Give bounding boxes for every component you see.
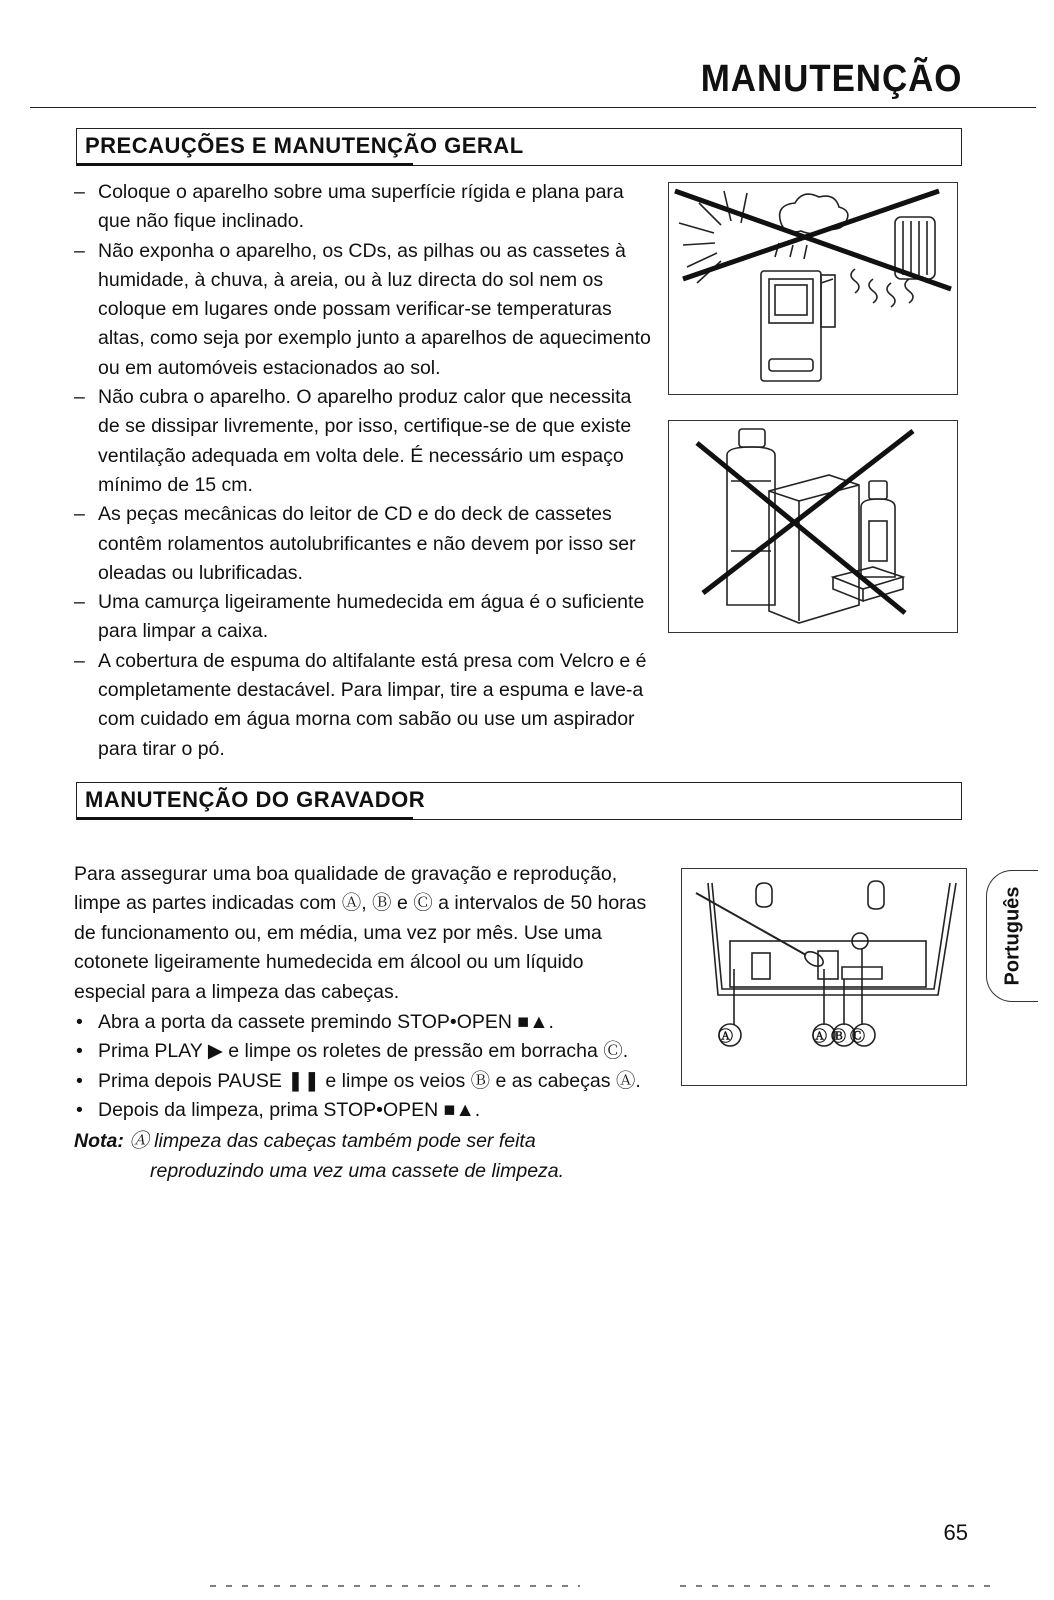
dash-marker: – <box>74 386 85 409</box>
recorder-steps-list <box>74 1008 654 1126</box>
list-item <box>74 588 652 647</box>
dash-marker: – <box>74 649 85 672</box>
precautions-list <box>74 178 652 764</box>
title-rule <box>30 107 1036 108</box>
note-block <box>74 1126 614 1186</box>
list-item <box>74 1096 654 1125</box>
list-item-text: Prima PLAY ▶ e limpe os roletes de pressão em borracha Ⓒ. <box>98 1040 629 1063</box>
cross-line <box>697 443 905 613</box>
cassette-door-outline <box>712 883 950 989</box>
dash-marker: – <box>74 181 85 203</box>
page-title: MANUTENÇÃO <box>700 58 962 100</box>
callout-label-abc: ⒶⒷⒸ <box>812 1028 870 1045</box>
list-item <box>74 383 652 500</box>
list-item <box>74 237 652 383</box>
spindle-icon <box>756 883 772 907</box>
bullet-marker: • <box>76 1099 83 1122</box>
bullet-marker: • <box>76 1040 83 1063</box>
tape-mechanism <box>730 941 926 987</box>
language-tab <box>986 870 1038 1002</box>
dash-marker: – <box>74 503 85 526</box>
page-number: 65 <box>943 1520 968 1545</box>
list-item-text: Depois da limpeza, prima STOP•OPEN ■▲. <box>98 1099 481 1122</box>
list-item-text: Não exponha o aparelho, os CDs, as pilhas ou as cassetes à humidade, à chuva, à areia, ou à luz directa do sol nem os coloque em lugares onde possam verificar-se temperaturas altas, como seja por exemplo junto a aparelhos de aquecimento ou em automóveis estacionados ao sol. <box>98 239 651 379</box>
language-tab-label: Português <box>1001 886 1023 986</box>
note-text-line1: Ⓐ limpeza das cabeças também pode ser feita <box>123 1130 536 1152</box>
cassette-deck-diagram <box>682 869 966 1085</box>
dash-marker: – <box>74 239 85 262</box>
section-heading-label: PRECAUÇÕES E MANUTENÇÃO GERAL <box>85 133 524 158</box>
figure-no-chemicals <box>668 420 958 633</box>
section-heading-recorder <box>76 782 962 820</box>
list-item-text: As peças mecânicas do leitor de CD e do deck de cassetes contêm rolamentos autolubrificantes e não devem por isso ser oleadas ou lubrificadas. <box>98 503 636 584</box>
list-item-text: A cobertura de espuma do altifalante está presa com Velcro e é completamente destacável. Para limpar, tire a espuma e lave-a com cuidado em água morna com sabão ou use um aspirador para tirar o pó. <box>98 649 647 760</box>
list-item <box>74 178 652 237</box>
heat-warning-illustration <box>669 183 957 394</box>
list-item <box>74 647 652 764</box>
spindle-icon <box>868 881 884 909</box>
cross-line <box>683 191 939 279</box>
callout-label-a: Ⓐ <box>718 1028 734 1045</box>
cross-line <box>703 431 913 593</box>
cross-line <box>675 191 951 289</box>
list-item <box>74 1067 654 1096</box>
small-bottle-icon <box>861 481 895 577</box>
section-heading-label: MANUTENÇÃO DO GRAVADOR <box>85 787 426 812</box>
list-item-text: Não cubra o aparelho. O aparelho produz calor que necessita de se dissipar livremente, por isso, certifique-se de que existe ventilação adequada em volta dele. É necessário um espaço mínimo de 15 cm. <box>98 386 632 496</box>
heading-underline <box>77 817 413 820</box>
chemicals-warning-illustration <box>669 421 957 632</box>
figure-no-heat-sun-rain <box>668 182 958 395</box>
heading-underline <box>77 163 413 166</box>
list-item-text: Coloque o aparelho sobre uma superfície rígida e plana para que não fique inclinado. <box>98 181 624 233</box>
head-a-icon <box>752 953 770 979</box>
bullet-marker: • <box>76 1011 83 1033</box>
list-item <box>74 1008 654 1037</box>
box-icon <box>769 475 859 623</box>
list-item-text: Uma camurça ligeiramente humedecida em água é o suficiente para limpar a caixa. <box>98 591 645 643</box>
recorder-intro-text: Para assegurar uma boa qualidade de gravação e reprodução, limpe as partes indicadas com Ⓐ, Ⓑ e Ⓒ a intervalos de 50 horas de funcionamento ou, em média, uma vez por mês. Use uma cotonete ligeiramente humedecida em álcool ou um líquido especial para a limpeza das cabeças. <box>74 863 647 1003</box>
radiator-icon <box>851 217 935 307</box>
section-heading-precautions <box>76 128 962 166</box>
list-item-text: Abra a porta da cassete premindo STOP•OPEN ■▲. <box>98 1011 554 1033</box>
list-item <box>74 1037 654 1066</box>
cotton-swab-icon <box>696 893 806 955</box>
note-label: Nota: <box>74 1130 124 1152</box>
note-text-line2: reproduzindo uma vez uma cassete de limpeza. <box>150 1160 565 1182</box>
figure-cassette-deck-cleaning <box>681 868 967 1086</box>
list-item-text: Prima depois PAUSE ❚❚ e limpe os veios Ⓑ e as cabeças Ⓐ. <box>98 1069 641 1092</box>
list-item <box>74 500 652 588</box>
stereo-device-icon <box>761 271 835 381</box>
bullet-marker: • <box>76 1069 83 1092</box>
dash-marker: – <box>74 591 85 614</box>
bottle-icon <box>727 429 775 605</box>
